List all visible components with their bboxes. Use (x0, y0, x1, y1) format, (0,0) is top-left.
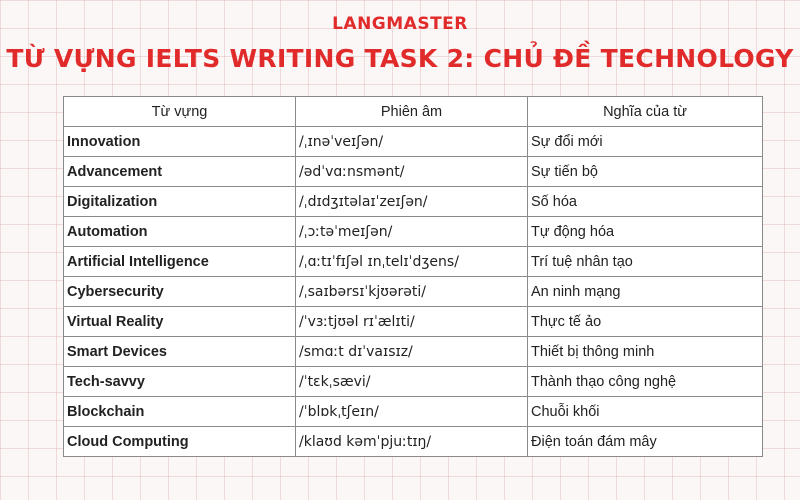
vocab-pronunciation: /ˈblɒkˌtʃeɪn/ (296, 397, 528, 427)
table-row (64, 337, 763, 367)
table-row (64, 157, 763, 187)
table-row (64, 277, 763, 307)
column-header-pronunciation: Phiên âm (296, 97, 528, 127)
vocab-word: Advancement (64, 157, 296, 187)
table-row (64, 217, 763, 247)
vocab-word: Blockchain (64, 397, 296, 427)
vocab-meaning: An ninh mạng (528, 277, 763, 307)
vocab-word: Cybersecurity (64, 277, 296, 307)
vocab-meaning: Chuỗi khối (528, 397, 763, 427)
vocab-pronunciation: /ˌɪnəˈveɪʃən/ (296, 127, 528, 157)
vocab-pronunciation: /ˌɔːtəˈmeɪʃən/ (296, 217, 528, 247)
vocab-word: Tech-savvy (64, 367, 296, 397)
vocab-pronunciation: /smɑːt dɪˈvaɪsɪz/ (296, 337, 528, 367)
vocab-meaning: Sự đổi mới (528, 127, 763, 157)
vocab-pronunciation: /ədˈvɑːnsmənt/ (296, 157, 528, 187)
table-row (64, 307, 763, 337)
vocab-word: Digitalization (64, 187, 296, 217)
table-row (64, 247, 763, 277)
vocab-meaning: Trí tuệ nhân tạo (528, 247, 763, 277)
vocab-pronunciation: /ˈtɛkˌsævi/ (296, 367, 528, 397)
table-row (64, 367, 763, 397)
vocab-pronunciation: /klaʊd kəmˈpjuːtɪŋ/ (296, 427, 528, 457)
vocab-meaning: Thành thạo công nghệ (528, 367, 763, 397)
vocab-meaning: Số hóa (528, 187, 763, 217)
table-row (64, 187, 763, 217)
vocab-word: Automation (64, 217, 296, 247)
vocab-word: Smart Devices (64, 337, 296, 367)
page-title: TỪ VỰNG IELTS WRITING TASK 2: CHỦ ĐỀ TECHNOLOGY (6, 44, 794, 73)
brand-logo: LANGMASTER (332, 14, 468, 34)
vocab-meaning: Tự động hóa (528, 217, 763, 247)
vocab-word: Innovation (64, 127, 296, 157)
vocabulary-table (63, 96, 763, 457)
vocab-pronunciation: /ˌsaɪbərsɪˈkjʊərəti/ (296, 277, 528, 307)
column-header-meaning: Nghĩa của từ (528, 97, 763, 127)
table-header-row (64, 97, 763, 127)
vocab-word: Virtual Reality (64, 307, 296, 337)
vocab-meaning: Sự tiến bộ (528, 157, 763, 187)
vocab-meaning: Thiết bị thông minh (528, 337, 763, 367)
vocab-word: Cloud Computing (64, 427, 296, 457)
vocab-pronunciation: /ˈvɜːtjʊəl rɪˈælɪti/ (296, 307, 528, 337)
vocab-word: Artificial Intelligence (64, 247, 296, 277)
table-row (64, 127, 763, 157)
table-row (64, 427, 763, 457)
vocab-meaning: Điện toán đám mây (528, 427, 763, 457)
table-row (64, 397, 763, 427)
vocab-meaning: Thực tế ảo (528, 307, 763, 337)
column-header-word: Từ vựng (64, 97, 296, 127)
vocab-pronunciation: /ˌdɪdʒɪtəlaɪˈzeɪʃən/ (296, 187, 528, 217)
vocab-pronunciation: /ˌɑːtɪˈfɪʃəl ɪnˌtelɪˈdʒens/ (296, 247, 528, 277)
